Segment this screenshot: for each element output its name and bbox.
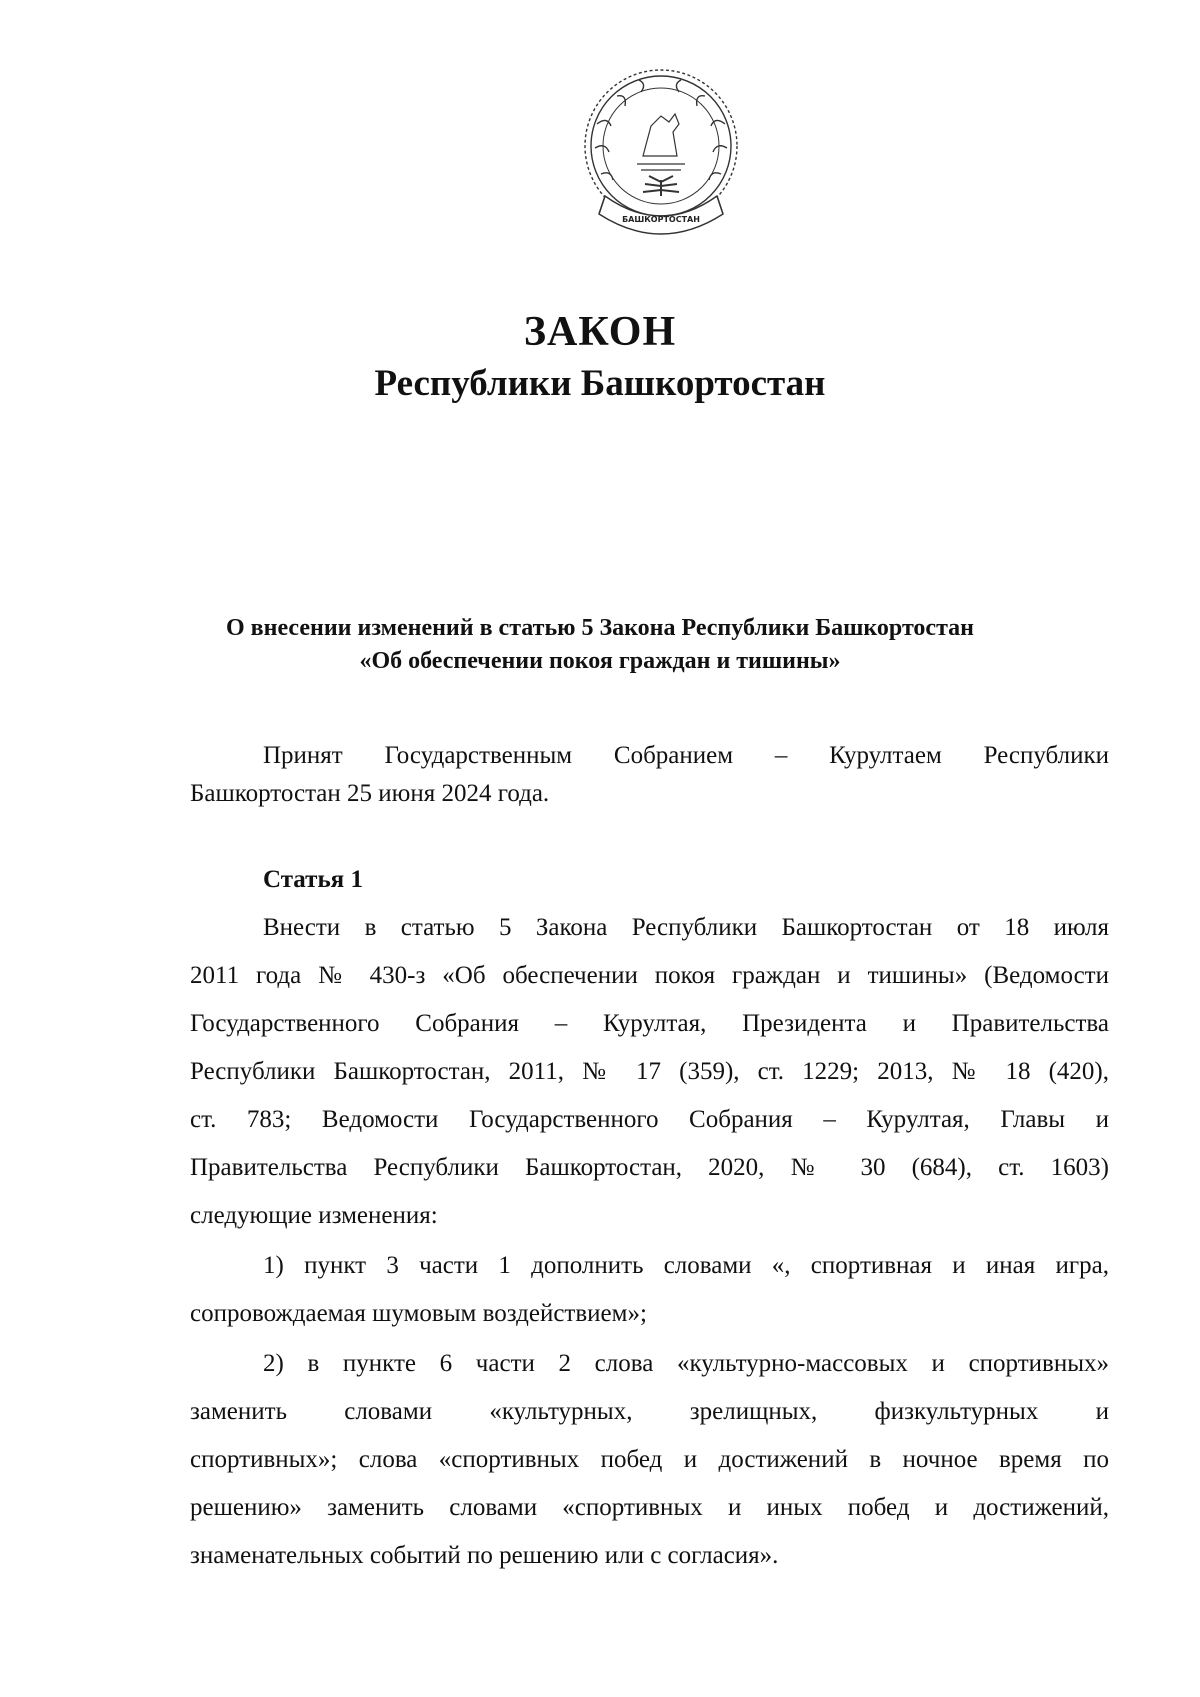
article-1-item-1-line: 1) пункт 3 части 1 дополнить словами «, спортивная и иная игра, xyxy=(263,1252,1109,1279)
article-1-intro-line: Внести в статью 5 Закона Республики Башкортостан от 18 июля xyxy=(263,914,1109,941)
law-subject-line-2: «Об обеспечении покоя граждан и тишины» xyxy=(359,648,841,674)
article-1-intro-line: Правительства Республики Башкортостан, 2020, № 30 (684), ст. 1603) xyxy=(190,1154,1109,1181)
adoption-line-2: Башкортостан 25 июня 2024 года. xyxy=(190,780,550,807)
coat-of-arms-icon xyxy=(577,64,745,246)
document-title: ЗАКОН xyxy=(523,309,677,355)
emblem-label: БАШКОРТОСТАН xyxy=(622,215,700,224)
article-1-item-2-line: знаменательных событий по решению или с согласия». xyxy=(190,1542,779,1569)
document-subtitle: Республики Башкортостан xyxy=(374,363,826,404)
article-1-intro-line: Республики Башкортостан, 2011, № 17 (359), ст. 1229; 2013, № 18 (420), xyxy=(190,1058,1109,1085)
article-1-item-2-line: заменить словами «культурных, зрелищных, физкультурных и xyxy=(190,1398,1109,1425)
adoption-line-1: Принят Государственным Собранием – Курултаем Республики xyxy=(263,742,1109,769)
article-1-item-1-line: сопровождаемая шумовым воздействием»; xyxy=(190,1300,647,1327)
article-1-intro-line: Государственного Собрания – Курултая, Президента и Правительства xyxy=(190,1010,1109,1037)
article-1-intro-line: следующие изменения: xyxy=(190,1202,438,1229)
article-1-intro-line: 2011 года № 430-з «Об обеспечении покоя граждан и тишины» (Ведомости xyxy=(190,962,1109,989)
article-1-item-2-line: спортивных»; слова «спортивных побед и достижений в ночное время по xyxy=(190,1446,1109,1473)
law-subject-line-1: О внесении изменений в статью 5 Закона Республики Башкортостан xyxy=(226,615,974,641)
article-1-item-2-line: решению» заменить словами «спортивных и иных побед и достижений, xyxy=(190,1494,1109,1521)
article-1-item-2-line: 2) в пункте 6 части 2 слова «культурно-массовых и спортивных» xyxy=(263,1350,1109,1377)
article-1-heading: Статья 1 xyxy=(263,866,363,893)
article-1-intro-line: ст. 783; Ведомости Государственного Собрания – Курултая, Главы и xyxy=(190,1106,1109,1133)
